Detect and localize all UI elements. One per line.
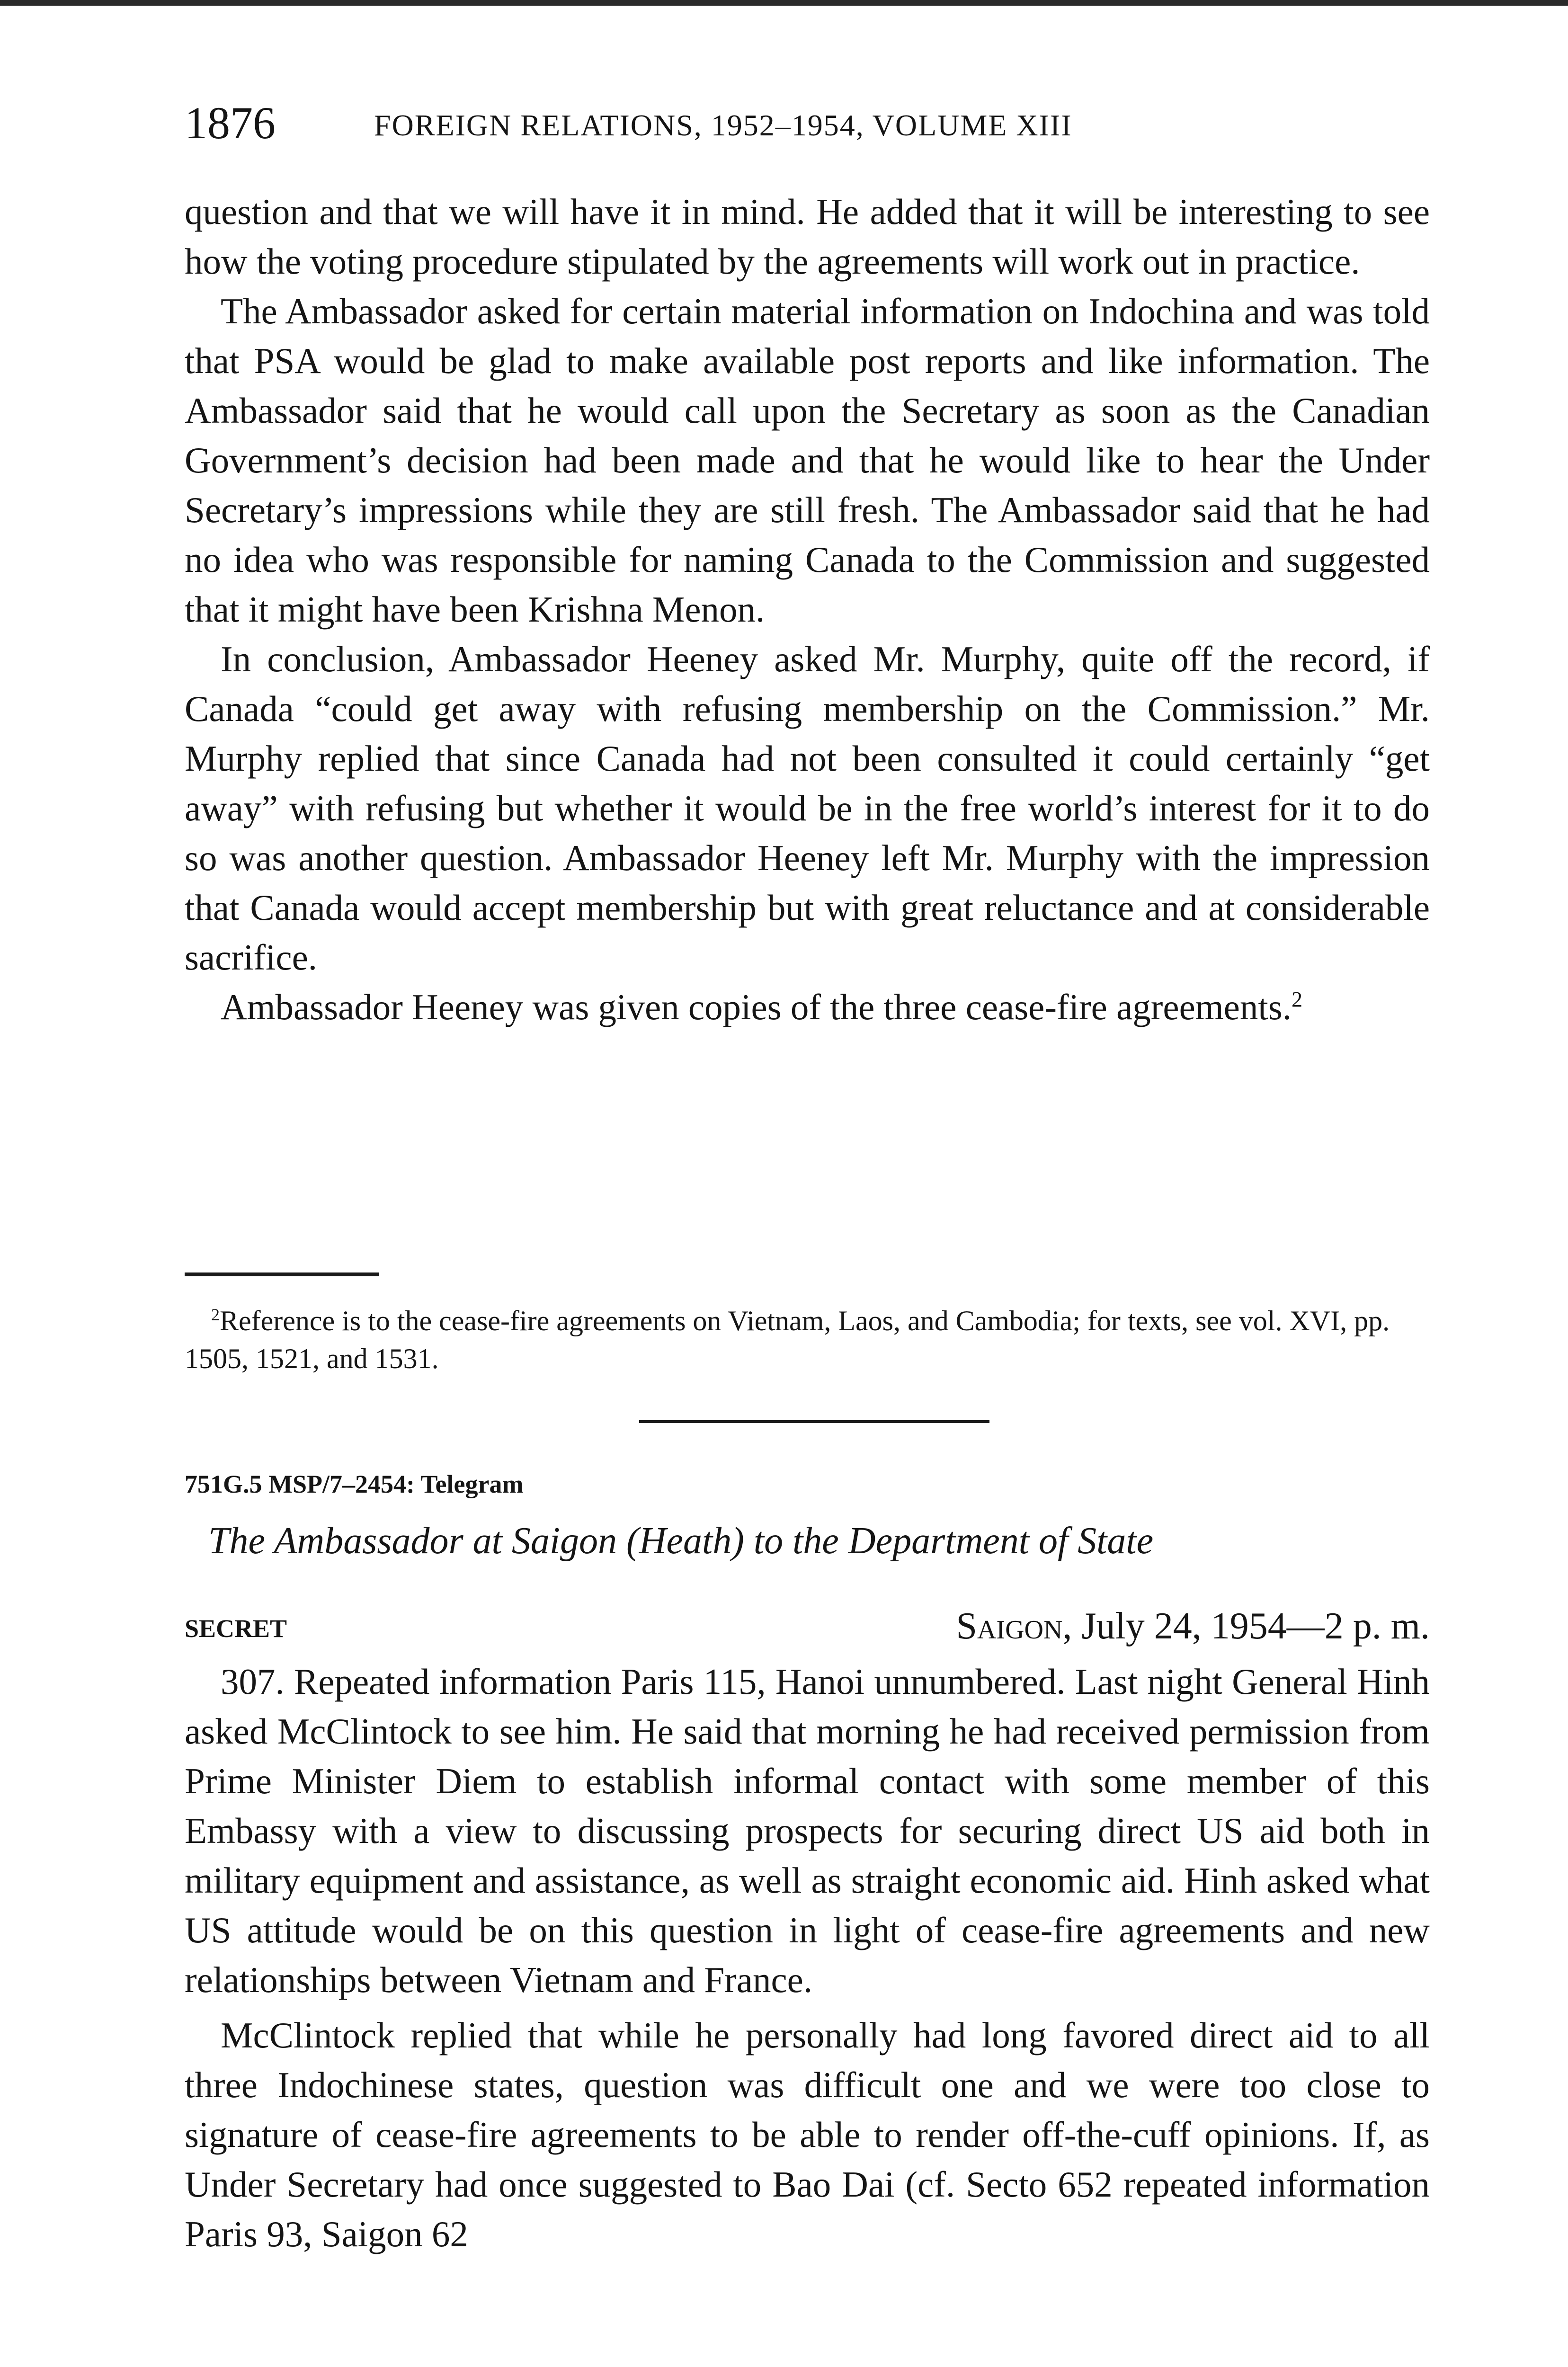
dateline-date: , July 24, 1954—2 p. m. <box>1062 1605 1430 1647</box>
paragraph: The Ambassador asked for certain material information on Indochina and was told that PSA would be glad to make available post reports and like information. The Ambassador said that he would call upon the Secretary as soon as the Canadian Government’s decision had been made and that he would like to hear the Under Secretary’s impressions while they are still fresh. The Ambassador said that he had no idea who was responsible for naming Canada to the Commission and suggested that it might have been Krishna Menon. <box>185 291 1430 630</box>
document-title: The Ambassador at Saigon (Heath) to the Department of State <box>208 1520 1154 1562</box>
continuation-text <box>185 187 1430 1032</box>
paragraph: 307. Repeated information Paris 115, Hanoi unnumbered. Last night General Hinh asked McClintock to see him. He said that morning he had received permission from Prime Minister Diem to establish informal contact with some member of this Embassy with a view to discussing prospects for securing direct US aid both in military equipment and assistance, as well as straight economic aid. Hinh asked what US attitude would be on this question in light of cease-fire agreements and new relationships between Vietnam and France. <box>185 1661 1430 2000</box>
paragraph-text: Ambassador Heeney was given copies of the three cease-fire agreements. <box>221 987 1292 1027</box>
paragraph-with-note <box>185 982 1430 1032</box>
footnote-marker: 2 <box>211 1305 220 1324</box>
document-reference: 751G.5 MSP/7–2454: Telegram <box>185 1470 524 1498</box>
footnote-text: Reference is to the cease-fire agreements on Vietnam, Laos, and Cambodia; for texts, see vol. XVI, pp. 1505, 1521, and 1531. <box>185 1305 1390 1374</box>
telegram-text <box>185 1657 1430 2259</box>
paragraph: In conclusion, Ambassador Heeney asked Mr. Murphy, quite off the record, if Canada “could get away with refusing membership on the Commission.” Mr. Murphy replied that since Canada had not been consulted it could certainly “get away” with refusing but whether it would be in the free world’s interest for it to do so was another question. Ambassador Heeney left Mr. Murphy with the impression that Canada would accept membership but with great reluctance and at considerable sacrifice. <box>185 639 1430 978</box>
top-edge-rule <box>0 0 1568 6</box>
footnote-reference: 2 <box>1291 987 1303 1012</box>
footnote <box>185 1302 1430 1378</box>
dateline <box>956 1598 1430 1655</box>
paragraph: McClintock replied that while he personally had long favored direct aid to all three Indochinese states, question was difficult one and we were too close to signature of cease-fire agreements to be able to render off-the-cuff opinions. If, as Under Secretary had once suggested to Bao Dai (cf. Secto 652 repeated information Paris 93, Saigon 62 <box>185 2015 1430 2254</box>
paragraph: question and that we will have it in mind. He added that it will be interesting to see how the voting procedure stipulated by the agreements will work out in practice. <box>185 191 1430 282</box>
classification-label: SECRET <box>185 1614 287 1643</box>
running-head: FOREIGN RELATIONS, 1952–1954, VOLUME XIII <box>374 108 1072 142</box>
dateline-place: Saigon <box>956 1605 1063 1647</box>
section-divider <box>639 1420 989 1423</box>
page-header <box>185 95 1430 151</box>
footnote-separator <box>185 1272 379 1276</box>
page-number: 1876 <box>185 98 276 148</box>
